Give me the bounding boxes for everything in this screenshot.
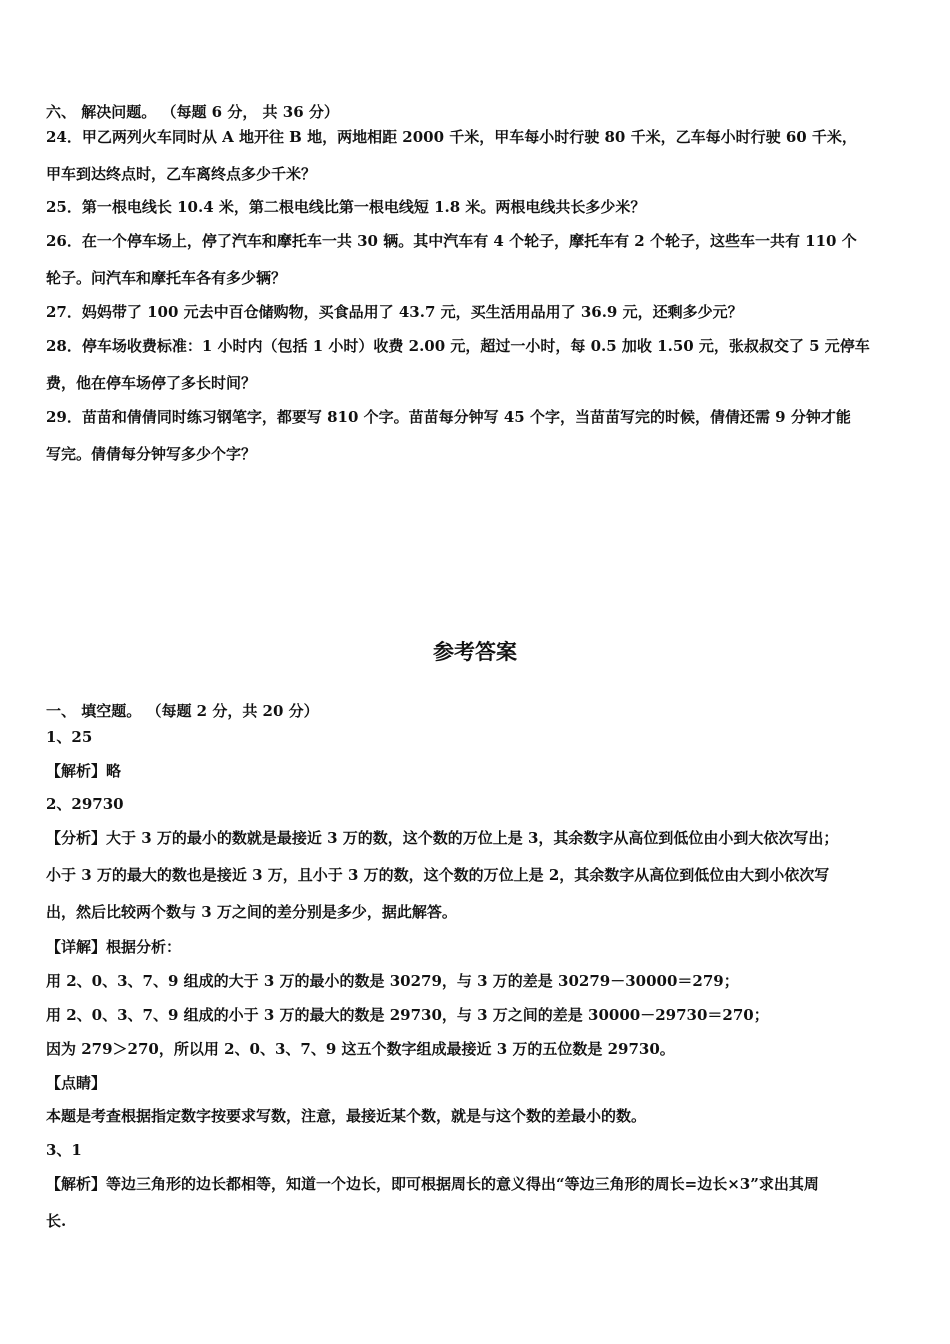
question-24-line-1: 24．甲乙两列火车同时从 A 地开往 B 地，两地相距 2000 千米，甲车每小时行驶 80 千米，乙车每小时行驶 60 千米， bbox=[46, 128, 857, 146]
answer-2-detail-line-1: 用 2、0、3、7、9 组成的大于 3 万的最小的数是 30279，与 3 万的差是 30279－30000＝279； bbox=[46, 972, 739, 990]
answer-2-analysis-line-3: 出，然后比较两个数与 3 万之间的差分别是多少，据此解答。 bbox=[46, 903, 457, 921]
question-25: 25．第一根电线长 10.4 米，第二根电线比第一根电线短 1.8 米。两根电线共长多少米？ bbox=[46, 198, 646, 216]
question-28-line-2: 费，他在停车场停了多长时间？ bbox=[46, 374, 257, 392]
answers-title: 参考答案 bbox=[433, 640, 517, 664]
answer-2-detail-line-3: 因为 279＞270，所以用 2、0、3、7、9 这五个数字组成最接近 3 万的五位数是 29730。 bbox=[46, 1040, 675, 1058]
answers-section-one-heading: 一、 填空题。 （每题 2 分，共 20 分） bbox=[46, 702, 319, 720]
question-27: 27．妈妈带了 100 元去中百仓储购物，买食品用了 43.7 元，买生活用品用了 36.9 元，还剩多少元？ bbox=[46, 303, 743, 321]
question-28-line-1: 28．停车场收费标准：1 小时内（包括 1 小时）收费 2.00 元，超过一小时，每 0.5 加收 1.50 元，张叔叔交了 5 元停车 bbox=[46, 337, 870, 355]
answer-2-analysis-line-2: 小于 3 万的最大的数也是接近 3 万，且小于 3 万的数，这个数的万位上是 2，其余数字从高位到低位由大到小依次写 bbox=[46, 866, 830, 884]
question-29-line-2: 写完。倩倩每分钟写多少个字？ bbox=[46, 445, 257, 463]
question-26-line-1: 26．在一个停车场上，停了汽车和摩托车一共 30 辆。其中汽车有 4 个轮子，摩托车有 2 个轮子，这些车一共有 110 个 bbox=[46, 232, 857, 250]
answer-1: 1、25 bbox=[46, 728, 93, 746]
question-29-line-1: 29．苗苗和倩倩同时练习钢笔字，都要写 810 个字。苗苗每分钟写 45 个字，当苗苗写完的时候，倩倩还需 9 分钟才能 bbox=[46, 408, 851, 426]
answer-2-analysis-line-1: 【分析】大于 3 万的最小的数就是最接近 3 万的数，这个数的万位上是 3，其余数字从高位到低位由小到大依次写出； bbox=[46, 829, 839, 847]
answer-3-analysis-line-2: 长. bbox=[46, 1212, 67, 1230]
section-six-heading: 六、 解决问题。 （每题 6 分， 共 36 分） bbox=[46, 103, 339, 121]
answer-2-comment-heading: 【点睛】 bbox=[46, 1074, 107, 1092]
answer-3: 3、1 bbox=[46, 1141, 82, 1159]
answer-2-comment: 本题是考查根据指定数字按要求写数，注意，最接近某个数，就是与这个数的差最小的数。 bbox=[46, 1107, 647, 1125]
answer-2: 2、29730 bbox=[46, 795, 124, 813]
answer-3-analysis-line-1: 【解析】等边三角形的边长都相等，知道一个边长，即可根据周长的意义得出“等边三角形的周长=边长×3”求出其周 bbox=[46, 1175, 819, 1193]
question-26-line-2: 轮子。问汽车和摩托车各有多少辆？ bbox=[46, 269, 287, 287]
answer-2-detail-line-2: 用 2、0、3、7、9 组成的小于 3 万的最大的数是 29730，与 3 万之间的差是 30000－29730＝270； bbox=[46, 1006, 769, 1024]
question-24-line-2: 甲车到达终点时，乙车离终点多少千米？ bbox=[46, 165, 317, 183]
answer-1-analysis: 【解析】略 bbox=[46, 762, 122, 780]
answer-2-detail-heading: 【详解】根据分析： bbox=[46, 938, 182, 956]
